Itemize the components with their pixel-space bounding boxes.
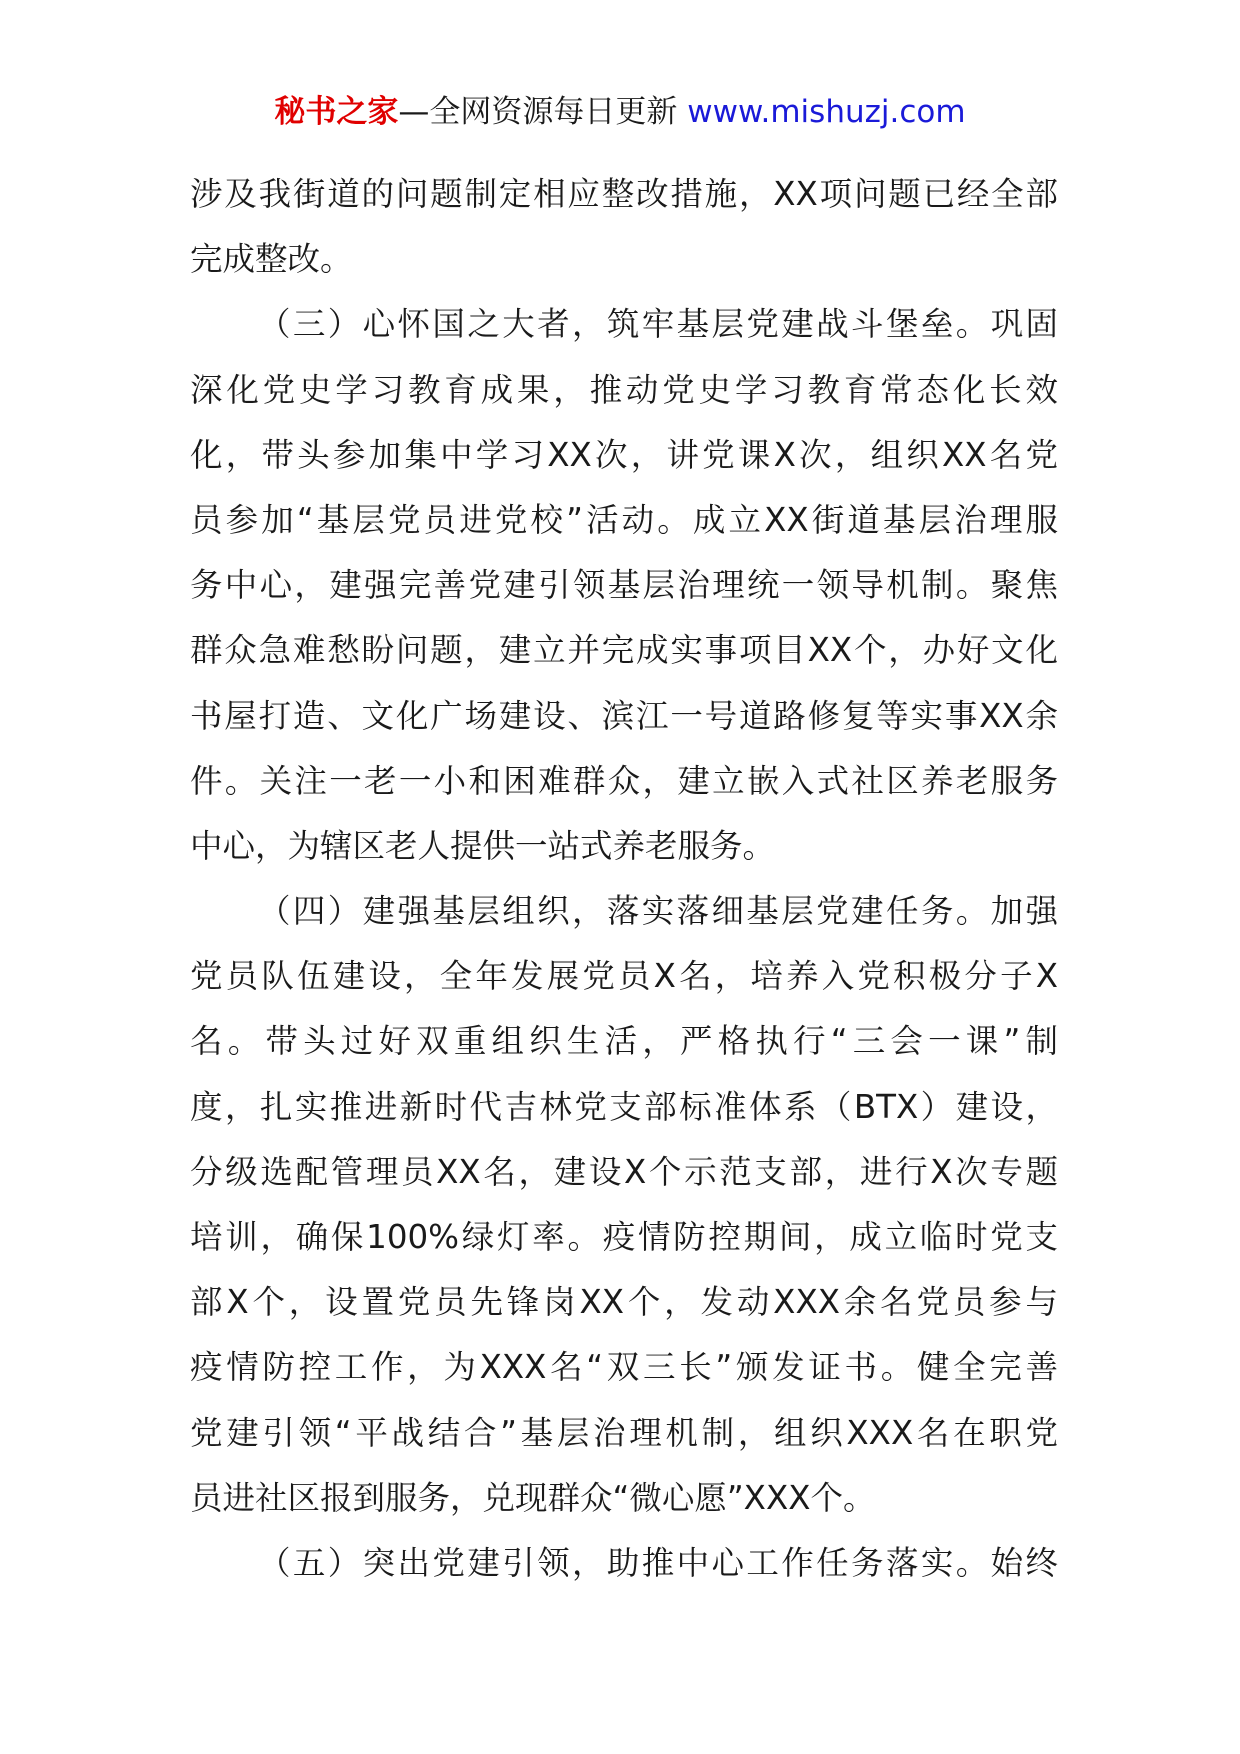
text-line: 培训，确保100%绿灯率。疫情防控期间，成立临时党支 bbox=[190, 1218, 1058, 1256]
text-line: 名。带头过好双重组织生活，严格执行“三会一课”制 bbox=[190, 1022, 1058, 1061]
section-heading-line: （四）建强基层组织，落实落细基层党建任务。加强 bbox=[258, 892, 1058, 931]
text-line: 群众急难愁盼问题，建立并完成实事项目XX个，办好文化 bbox=[190, 631, 1058, 670]
text-line: 务中心，建强完善党建引领基层治理统一领导机制。聚焦 bbox=[190, 566, 1058, 605]
site-url-link[interactable]: www.mishuzj.com bbox=[687, 94, 966, 130]
text-line: 党建引领“平战结合”基层治理机制，组织XXX名在职党 bbox=[190, 1413, 1058, 1452]
text-line: 员参加“基层党员进党校”活动。成立XX街道基层治理服 bbox=[190, 500, 1058, 539]
site-header bbox=[0, 92, 1240, 132]
section-heading-line: （三）心怀国之大者，筑牢基层党建战斗堡垒。巩固 bbox=[258, 305, 1058, 344]
text-line: 度，扎实推进新时代吉林党支部标准体系（BTX）建设， bbox=[190, 1087, 1058, 1126]
text-line: 部X个，设置党员先锋岗XX个，发动XXX余名党员参与 bbox=[190, 1283, 1058, 1322]
text-line: 中心，为辖区老人提供一站式养老服务。 bbox=[190, 826, 776, 865]
text-line: 疫情防控工作，为XXX名“双三长”颁发证书。健全完善 bbox=[190, 1348, 1058, 1387]
text-line: 涉及我街道的问题制定相应整改措施，XX项问题已经全部 bbox=[190, 175, 1058, 213]
text-line: 员进社区报到服务，兑现群众“微心愿”XXX个。 bbox=[190, 1478, 876, 1517]
text-line: 书屋打造、文化广场建设、滨江一号道路修复等实事XX余 bbox=[190, 696, 1058, 735]
text-line: 完成整改。 bbox=[190, 240, 353, 279]
document-body bbox=[190, 162, 1058, 1596]
text-line: 党员队伍建设，全年发展党员X名，培养入党积极分子X bbox=[190, 957, 1058, 996]
text-line: 深化党史学习教育成果，推动党史学习教育常态化长效 bbox=[190, 370, 1058, 409]
text-line: 化，带头参加集中学习XX次，讲党课X次，组织XX名党 bbox=[190, 435, 1058, 474]
section-heading-line: （五）突出党建引领，助推中心工作任务落实。始终 bbox=[258, 1543, 1058, 1582]
text-line: 件。关注一老一小和困难群众，建立嵌入式社区养老服务 bbox=[190, 761, 1058, 800]
tagline: —全网资源每日更新 bbox=[398, 94, 678, 130]
text-line: 分级选配管理员XX名，建设X个示范支部，进行X次专题 bbox=[190, 1152, 1058, 1191]
brand-name: 秘书之家 bbox=[274, 94, 399, 130]
